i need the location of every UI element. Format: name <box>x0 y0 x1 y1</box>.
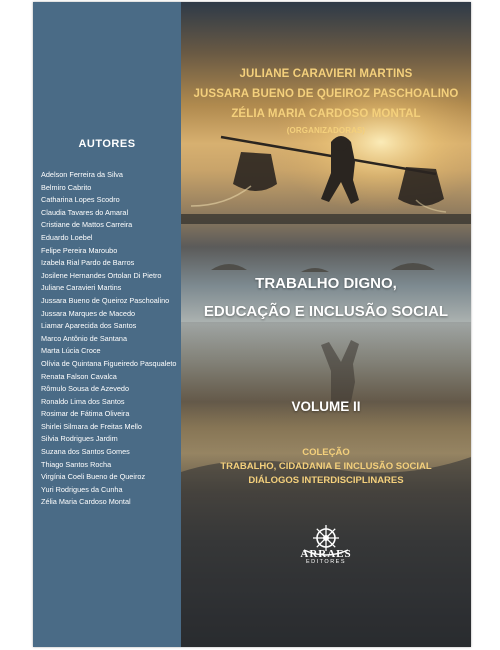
book-title <box>181 270 471 326</box>
author-name: Felipe Pereira Maroubo <box>41 245 118 255</box>
author-name: Rômulo Sousa de Azevedo <box>41 384 130 394</box>
author-name: Thiago Santos Rocha <box>41 459 112 469</box>
collection-block <box>181 446 471 488</box>
author-name: Ronaldo Lima dos Santos <box>41 396 125 406</box>
collection-label: COLEÇÃO <box>302 447 350 458</box>
author-name: Jussara Bueno de Queiroz Paschoalino <box>41 295 170 305</box>
author-name: Adelson Ferreira da Silva <box>41 170 123 179</box>
publisher-logo <box>181 550 471 565</box>
editors-block <box>181 64 471 138</box>
author-name: Suzana dos Santos Gomes <box>41 447 130 457</box>
author-name: Cristiane de Mattos Carreira <box>41 220 133 230</box>
author-name: Claudia Tavares do Amaral <box>41 207 129 217</box>
publisher-subtitle: EDITORES <box>305 559 346 565</box>
volume-label: VOLUME II <box>291 399 361 414</box>
author-name: Catharina Lopes Scodro <box>41 195 120 205</box>
book-title-line-2: EDUCAÇÃO E INCLUSÃO SOCIAL <box>203 303 449 320</box>
author-name: Josilene Hernandes Ortolan Di Pietro <box>41 270 162 280</box>
publisher-name: ARRAES <box>300 548 352 560</box>
author-name: Shirlei Silmara de Freitas Mello <box>41 421 142 431</box>
author-name: Olívia de Quintana Figueiredo Pasqualeto <box>41 358 177 368</box>
author-name: Jussara Marques de Macedo <box>41 308 136 318</box>
author-name: Belmiro Cabrito <box>41 182 92 192</box>
author-name: Virgínia Coeli Bueno de Queiroz <box>41 472 146 482</box>
author-name: Marta Lúcia Croce <box>41 346 101 356</box>
book-title-line-1: TRABALHO DIGNO, <box>255 275 397 292</box>
author-name: Eduardo Loebel <box>41 232 93 242</box>
author-name: Silvia Rodrigues Jardim <box>41 434 118 444</box>
author-name: Rosimar de Fátima Oliveira <box>41 409 130 419</box>
author-name: Marco Antônio de Santana <box>41 333 128 343</box>
collection-name: TRABALHO, CIDADANIA E INCLUSÃO SOCIAL <box>220 461 432 472</box>
authors-heading: AUTORES <box>78 138 136 150</box>
editor-name: JUSSARA BUENO DE QUEIROZ PASCHOALINO <box>193 88 459 100</box>
cover-photo-panel <box>181 2 471 647</box>
author-name: Zélia Maria Cardoso Montal <box>41 497 131 507</box>
editor-name: JULIANE CARAVIERI MARTINS <box>239 68 413 80</box>
book-cover <box>33 2 471 647</box>
editors-role: (ORGANIZADORAS) <box>286 126 366 135</box>
collection-subtitle: DIÁLOGOS INTERDISCIPLINARES <box>248 475 404 486</box>
editor-name: ZÉLIA MARIA CARDOSO MONTAL <box>231 108 421 120</box>
author-name: Izabela Rial Pardo de Barros <box>41 258 135 268</box>
authors-panel <box>33 2 181 647</box>
author-name: Liamar Aparecida dos Santos <box>41 321 137 331</box>
authors-list <box>41 169 181 509</box>
author-name: Juliane Caravieri Martins <box>41 283 122 293</box>
author-name: Yuri Rodrigues da Cunha <box>41 484 123 494</box>
horizon-land <box>181 214 471 224</box>
author-name: Renata Falson Cavalca <box>41 371 117 381</box>
